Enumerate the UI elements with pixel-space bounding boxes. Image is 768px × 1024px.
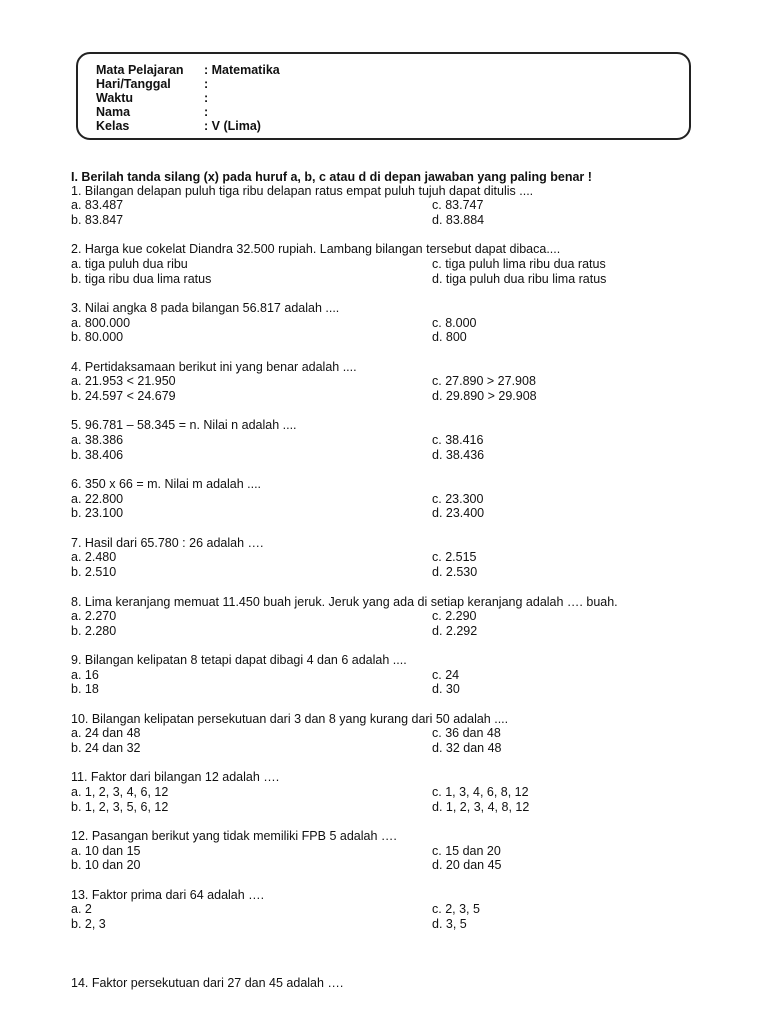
option-c: c. 8.000: [432, 316, 477, 330]
option-a: a. 16: [71, 668, 99, 682]
option-a: a. 38.386: [71, 433, 124, 447]
option-b: b. 10 dan 20: [71, 858, 141, 872]
option-a: a. 22.800: [71, 492, 124, 506]
option-a: a. 2.480: [71, 550, 117, 564]
option-d: d. 32 dan 48: [432, 741, 502, 755]
option-c: c. 83.747: [432, 198, 484, 212]
option-b: b. 23.100: [71, 506, 124, 520]
question-text: 11. Faktor dari bilangan 12 adalah ….: [71, 770, 280, 784]
option-c: c. 38.416: [432, 433, 484, 447]
option-d: d. 2.530: [432, 565, 478, 579]
option-d: d. 20 dan 45: [432, 858, 502, 872]
header-row-time: [96, 91, 208, 105]
option-d: d. 38.436: [432, 448, 485, 462]
header-value: :: [204, 91, 209, 105]
option-c: c. 23.300: [432, 492, 484, 506]
option-d: d. tiga puluh dua ribu lima ratus: [432, 272, 607, 286]
option-d: d. 2.292: [432, 624, 478, 638]
question-text: 2. Harga kue cokelat Diandra 32.500 rupiah. Lambang bilangan tersebut dapat dibaca....: [71, 242, 561, 256]
header-value: : Matematika: [204, 63, 280, 77]
header-label: Nama: [96, 105, 131, 119]
option-b: b. 1, 2, 3, 5, 6, 12: [71, 800, 169, 814]
option-a: a. 2.270: [71, 609, 117, 623]
option-a: a. 2: [71, 902, 92, 916]
option-b: b. 24 dan 32: [71, 741, 141, 755]
header-label: Waktu: [96, 91, 134, 105]
option-a: a. 21.953 < 21.950: [71, 374, 176, 388]
question-text: 1. Bilangan delapan puluh tiga ribu delapan ratus empat puluh tujuh dapat ditulis ....: [71, 184, 534, 198]
option-b: b. 38.406: [71, 448, 124, 462]
option-d: d. 1, 2, 3, 4, 8, 12: [432, 800, 530, 814]
option-a: a. 24 dan 48: [71, 726, 141, 740]
option-b: b. 2.510: [71, 565, 117, 579]
header-row-subject: [96, 63, 280, 77]
option-b: b. 24.597 < 24.679: [71, 389, 176, 403]
header-row-date: [96, 77, 208, 91]
question-text: 3. Nilai angka 8 pada bilangan 56.817 adalah ....: [71, 301, 340, 315]
option-a: a. 1, 2, 3, 4, 6, 12: [71, 785, 169, 799]
question-text: 14. Faktor persekutuan dari 27 dan 45 adalah ….: [71, 976, 344, 990]
header-label: Kelas: [96, 119, 130, 133]
header-label: Mata Pelajaran: [96, 63, 184, 77]
option-d: d. 800: [432, 330, 467, 344]
header-label: Hari/Tanggal: [96, 77, 171, 91]
question-text: 6. 350 x 66 = m. Nilai m adalah ....: [71, 477, 262, 491]
question-text: 9. Bilangan kelipatan 8 tetapi dapat dibagi 4 dan 6 adalah ....: [71, 653, 407, 667]
option-c: c. 36 dan 48: [432, 726, 501, 740]
option-b: b. 18: [71, 682, 99, 696]
question-text: 10. Bilangan kelipatan persekutuan dari 3 dan 8 yang kurang dari 50 adalah ....: [71, 712, 509, 726]
option-d: d. 30: [432, 682, 460, 696]
option-c: c. 2, 3, 5: [432, 902, 480, 916]
option-c: c. 1, 3, 4, 6, 8, 12: [432, 785, 529, 799]
option-c: c. 2.515: [432, 550, 477, 564]
question-text: 8. Lima keranjang memuat 11.450 buah jeruk. Jeruk yang ada di setiap keranjang adalah …. buah.: [71, 595, 618, 609]
option-b: b. 2.280: [71, 624, 117, 638]
option-b: b. tiga ribu dua lima ratus: [71, 272, 212, 286]
header-value: : V (Lima): [204, 119, 261, 133]
option-a: a. 800.000: [71, 316, 131, 330]
option-d: d. 23.400: [432, 506, 485, 520]
question-text: 7. Hasil dari 65.780 : 26 adalah ….: [71, 536, 264, 550]
header-row-class: [96, 119, 261, 133]
option-c: c. 15 dan 20: [432, 844, 501, 858]
option-b: b. 80.000: [71, 330, 124, 344]
option-c: c. 24: [432, 668, 460, 682]
header-value: :: [204, 77, 209, 91]
option-b: b. 83.847: [71, 213, 124, 227]
option-b: b. 2, 3: [71, 917, 106, 931]
option-d: d. 83.884: [432, 213, 485, 227]
option-c: c. 2.290: [432, 609, 477, 623]
option-a: a. tiga puluh dua ribu: [71, 257, 188, 271]
question-text: 13. Faktor prima dari 64 adalah ….: [71, 888, 265, 902]
option-c: c. 27.890 > 27.908: [432, 374, 536, 388]
option-c: c. tiga puluh lima ribu dua ratus: [432, 257, 606, 271]
option-a: a. 10 dan 15: [71, 844, 141, 858]
question-text: 12. Pasangan berikut yang tidak memiliki FPB 5 adalah ….: [71, 829, 397, 843]
header-row-name: [96, 105, 208, 119]
question-text: 4. Pertidaksamaan berikut ini yang benar adalah ....: [71, 360, 357, 374]
question-text: 5. 96.781 – 58.345 = n. Nilai n adalah ....: [71, 418, 297, 432]
identity-header-box: [76, 52, 691, 140]
option-a: a. 83.487: [71, 198, 124, 212]
header-value: :: [204, 105, 209, 119]
option-d: d. 29.890 > 29.908: [432, 389, 537, 403]
option-d: d. 3, 5: [432, 917, 467, 931]
instruction-text: I. Berilah tanda silang (x) pada huruf a, b, c atau d di depan jawaban yang paling benar !: [71, 170, 592, 184]
